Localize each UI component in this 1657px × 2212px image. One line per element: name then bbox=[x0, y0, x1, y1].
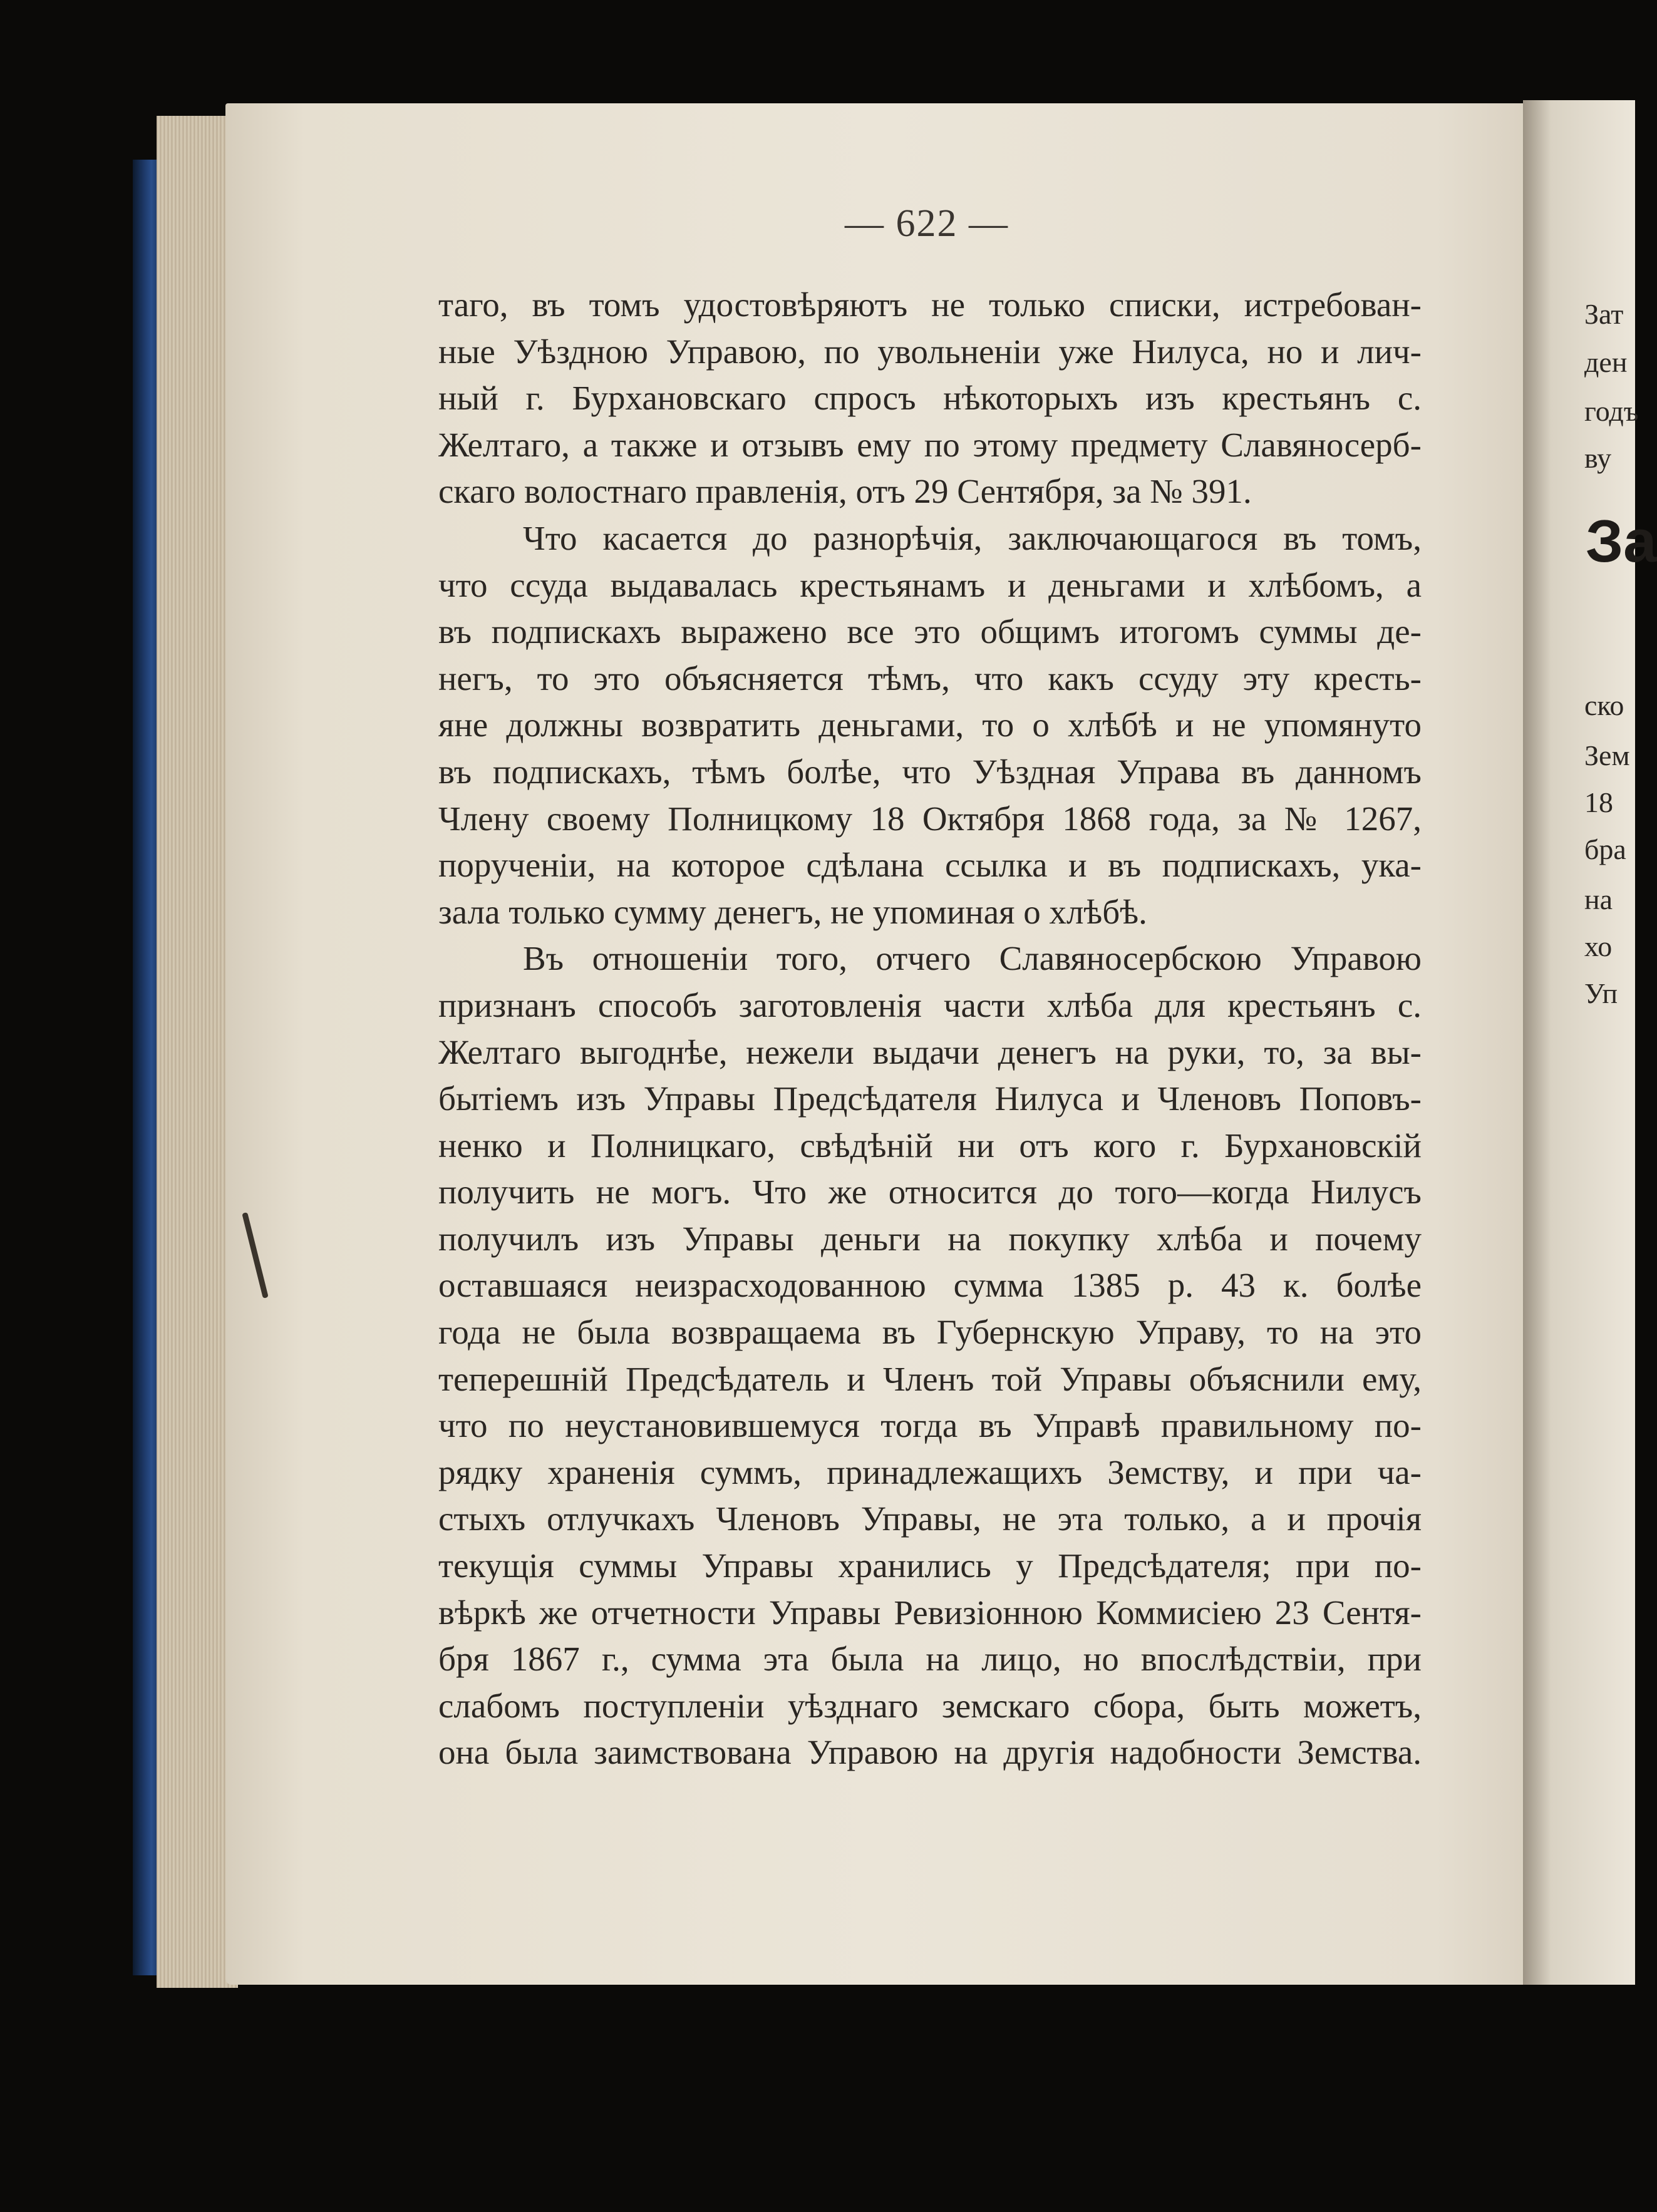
text-line: Члену своему Полницкому 18 Октября 1868 года, за № 1267, bbox=[438, 799, 1422, 838]
text-line: теперешній Предсѣдатель и Членъ той Управы объяснили ему, bbox=[438, 1359, 1422, 1398]
text-line: получилъ изъ Управы деньги на покупку хлѣба и почему bbox=[438, 1219, 1422, 1258]
text-line: яне должны возвратить деньгами, то о хлѣбѣ и не упомянуто bbox=[438, 706, 1422, 744]
text-line: Желтаго выгоднѣе, нежели выдачи денегъ на руки, то, за вы- bbox=[438, 1032, 1422, 1071]
text-line: въ подпискахъ, тѣмъ болѣе, что Уѣздная Управа въ данномъ bbox=[438, 752, 1422, 791]
text-line: Что касается до разнорѣчія, заключающагося въ томъ, bbox=[523, 518, 1422, 557]
text-line: стыхъ отлучкахъ Членовъ Управы, не эта только, а и прочія bbox=[438, 1500, 1422, 1538]
right-fragment-line: бра bbox=[1584, 833, 1626, 865]
text-line: текущія суммы Управы хранились у Предсѣдателя; при по- bbox=[438, 1546, 1422, 1585]
text-line: Въ отношеніи того, отчего Славяносербскою Управою bbox=[523, 939, 1422, 978]
page-number: — 622 — bbox=[845, 202, 1009, 245]
right-fragment-line: Зем bbox=[1584, 739, 1630, 771]
text-line: слабомъ поступленіи уѣзднаго земскаго сбора, быть можетъ, bbox=[438, 1686, 1422, 1725]
text-line: въ подпискахъ выражено все это общимъ итогомъ суммы де- bbox=[438, 612, 1422, 651]
right-page-heading: За bbox=[1586, 508, 1657, 575]
right-fragment-line: годъ bbox=[1584, 395, 1639, 427]
text-line: Желтаго, а также и отзывъ ему по этому предмету Славяносерб- bbox=[438, 425, 1422, 464]
text-line: негъ, то это объясняется тѣмъ, что какъ ссуду эту кресть- bbox=[438, 659, 1422, 697]
text-line: признанъ способъ заготовленія части хлѣба для крестьянъ с. bbox=[438, 985, 1422, 1024]
text-line: вѣркѣ же отчетности Управы Ревизіонною Коммисіею 23 Сентя- bbox=[438, 1593, 1422, 1632]
right-fragment-line: Зат bbox=[1584, 298, 1624, 330]
text-line: получить не могъ. Что же относится до того—когда Нилусъ bbox=[438, 1173, 1422, 1211]
text-line: скаго волостнаго правленія, отъ 29 Сентября, за № 391. bbox=[438, 472, 1252, 511]
page-body-text bbox=[438, 282, 1422, 1776]
right-fragment-line: на bbox=[1584, 883, 1613, 915]
text-line: года не была возвращаема въ Губернскую Управу, то на это bbox=[438, 1313, 1422, 1352]
right-fragment-line: ско bbox=[1584, 689, 1624, 721]
text-line: она была заимствована Управою на другія надобности Земства. bbox=[438, 1733, 1422, 1772]
right-fragment-line: хо bbox=[1584, 930, 1613, 962]
text-line: что ссуда выдавалась крестьянамъ и деньгами и хлѣбомъ, а bbox=[438, 565, 1422, 604]
right-page bbox=[1523, 100, 1635, 1985]
text-line: ный г. Бурхановскаго спросъ нѣкоторыхъ изъ крестьянъ с. bbox=[438, 379, 1422, 418]
text-line: бря 1867 г., сумма эта была на лицо, но впослѣдствіи, при bbox=[438, 1640, 1422, 1679]
text-line: рядку храненія суммъ, принадлежащихъ Земству, и при ча- bbox=[438, 1453, 1422, 1491]
text-line: оставшаяся неизрасходованною сумма 1385 р. 43 к. болѣе bbox=[438, 1266, 1422, 1305]
text-line: ные Уѣздною Управою, по увольненіи уже Нилуса, но и лич- bbox=[438, 332, 1422, 371]
text-line: что по неустановившемуся тогда въ Управѣ правильному по- bbox=[438, 1406, 1422, 1445]
right-fragment-line: 18 bbox=[1584, 786, 1613, 818]
text-line: зала только сумму денегъ, не упоминая о хлѣбѣ. bbox=[438, 892, 1147, 931]
text-line: бытіемъ изъ Управы Предсѣдателя Нилуса и Членовъ Поповъ- bbox=[438, 1079, 1422, 1118]
right-fragment-line: Уп bbox=[1584, 977, 1618, 1009]
right-fragment-line: ву bbox=[1584, 442, 1612, 474]
text-line: порученіи, на которое сдѣлана ссылка и въ подпискахъ, ука- bbox=[438, 846, 1422, 885]
right-fragment-line: ден bbox=[1584, 346, 1628, 378]
text-line: таго, въ томъ удостовѣряютъ не только списки, истребован- bbox=[438, 286, 1422, 324]
text-line: ненко и Полницкаго, свѣдѣній ни отъ кого г. Бурхановскій bbox=[438, 1126, 1422, 1165]
